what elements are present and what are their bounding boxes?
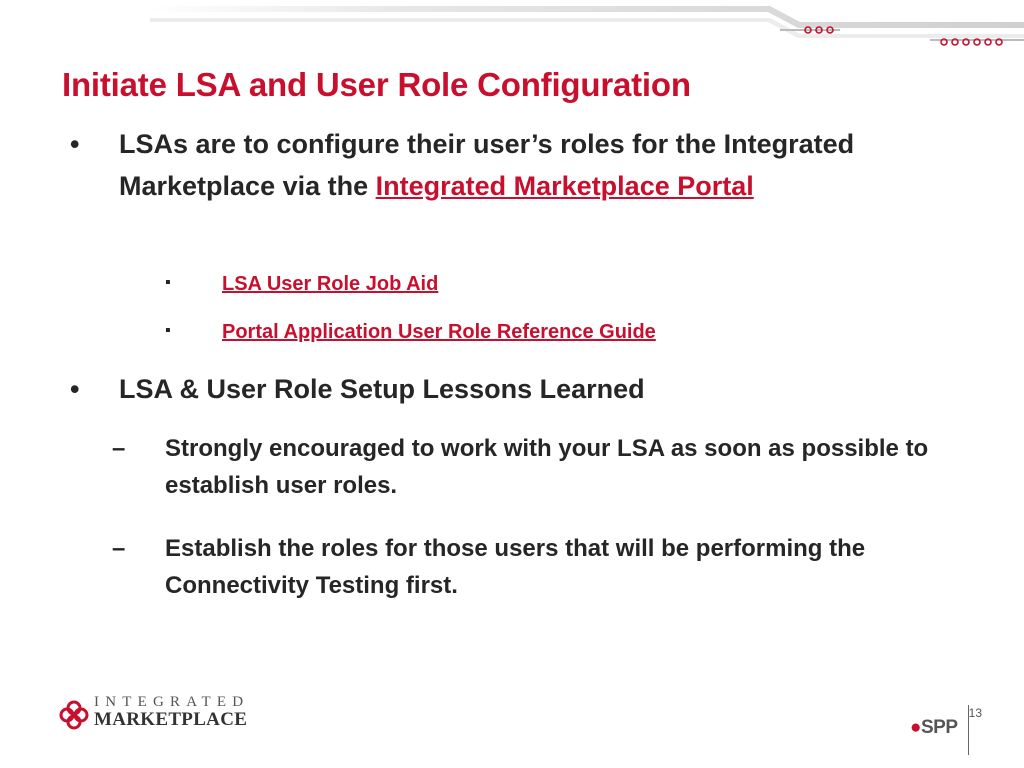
logo-text-top: INTEGRATED bbox=[94, 694, 250, 710]
square-bullet-marker: ▪ bbox=[165, 274, 171, 291]
header-decoration bbox=[0, 0, 1024, 60]
lsa-user-role-job-aid-link[interactable]: LSA User Role Job Aid bbox=[222, 273, 439, 295]
bullet-marker: • bbox=[70, 374, 80, 404]
dash-marker: – bbox=[112, 435, 126, 462]
logo-text-bottom: MARKETPLACE bbox=[94, 709, 248, 730]
bullet-marker: • bbox=[70, 129, 80, 159]
spp-text: SPP bbox=[920, 717, 958, 738]
bullet-text-prefix: LSAs are to configure their user’s roles for the Integrated Marketplace via the bbox=[119, 129, 855, 201]
spp-logo bbox=[910, 717, 958, 739]
dash-text: Establish the roles for those users that will be performing the Connectivity Testing first. bbox=[165, 535, 866, 599]
bullet-text bbox=[119, 123, 979, 207]
portal-role-reference-guide-link[interactable]: Portal Application User Role Reference Guide bbox=[222, 321, 656, 343]
square-bullet-marker: ▪ bbox=[165, 322, 171, 339]
page-number: 13 bbox=[968, 706, 982, 720]
bullet-text: LSA & User Role Setup Lessons Learned bbox=[119, 374, 645, 404]
spp-emblem-icon: ● bbox=[910, 717, 921, 738]
marketplace-emblem-icon bbox=[58, 699, 90, 731]
integrated-marketplace-portal-link[interactable]: Integrated Marketplace Portal bbox=[375, 171, 754, 201]
dash-text: Strongly encouraged to work with your LSA as soon as possible to establish user roles. bbox=[165, 435, 929, 499]
dash-marker: – bbox=[112, 535, 126, 562]
slide-title: Initiate LSA and User Role Configuration bbox=[62, 66, 691, 103]
